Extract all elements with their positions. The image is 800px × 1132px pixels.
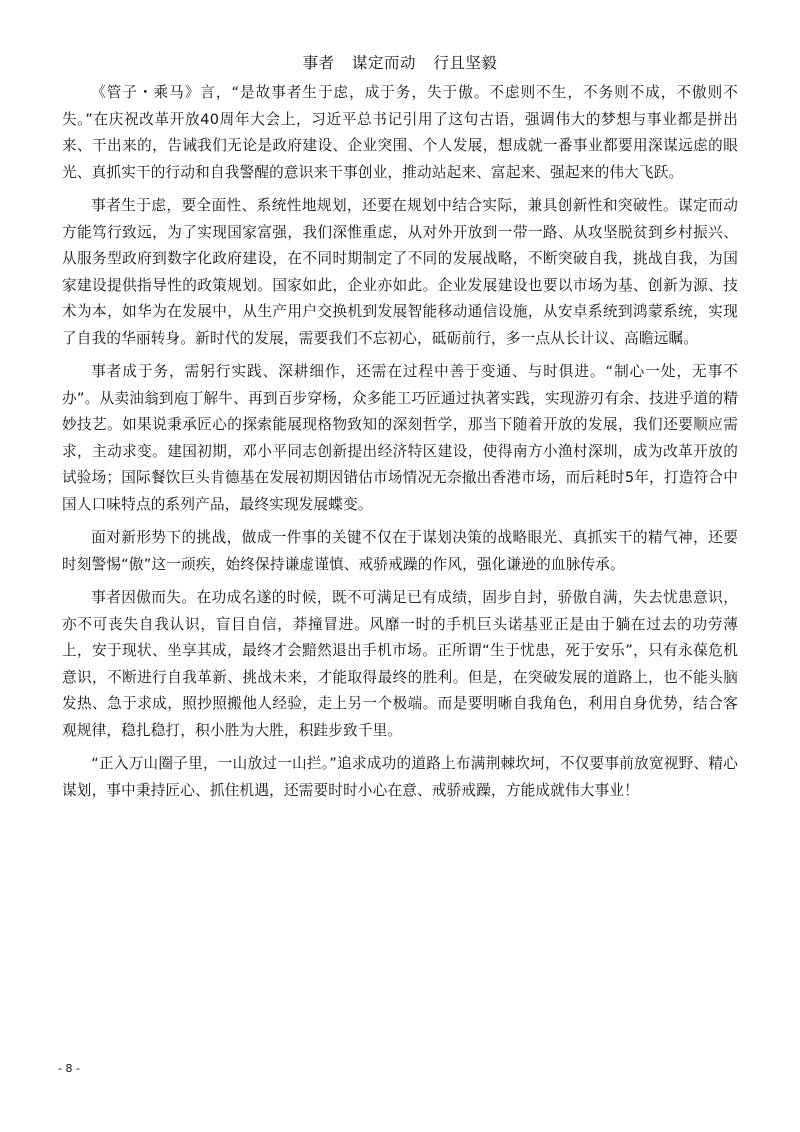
- paragraph-arrogance: 事者因傲而失。在功成名遂的时候，既不可满足已有成绩，固步自封，骄傲自满，失去忧患意识，亦不可丧失自我认识，盲目自信，莽撞冒进。风靡一时的手机巨头诺基亚正是由于躺在过去的功劳薄上，安于现状、坐享其成，最终才会黯然退出手机市场。正所谓“生于忧患，死于安乐”，只有永葆危机意识，不断进行自我革新、挑战未来，才能取得最终的胜利。但是，在突破发展的道路上，也不能头脑发热、急于求成，照抄照搬他人经验，走上另一个极端。而是要明晰自我角色，利用自身优势，结合客观规律，稳扎稳打，积小胜为大胜，积跬步致千里。: [62, 589, 738, 739]
- paragraph-intro: 《管子・乘马》言，“是故事者生于虑，成于务，失于傲。不虑则不生，不务则不成，不傲则不失。”在庆祝改革开放40周年大会上，习近平总书记引用了这句古语，强调伟大的梦想与事业都是拼出来、干出来的，告诫我们无论是政府建设、企业突围、个人发展，想成就一番事业都要用深谋远虑的眼光、真抓实干的行动和自我警醒的意识来干事创业，推动站起来、富起来、强起来的伟大飞跃。: [62, 84, 738, 181]
- document-title: 事者 谋定而动 行且坚毅: [302, 54, 498, 72]
- paragraph-practice: 事者成于务，需躬行实践、深耕细作，还需在过程中善于变通、与时俱进。“制心一处，无事不办”。从卖油翁到庖丁解牛、再到百步穿杨，众多能工巧匠通过执著实践，实现游刃有余、技进乎道的精妙技艺。如果说秉承匠心的探索能展现格物致知的深刻哲学，那当下随着开放的发展，我们还要顺应需求，主动求变。建国初期，邓小平同志创新提出经济特区建设，使得南方小渔村深圳，成为改革开放的试验场；国际餐饮巨头肯德基在发展初期因错估市场情况无奈撤出香港市场，而后耗时5年，打造符合中国人口味特点的系列产品，最终实现发展蝶变。: [62, 363, 738, 513]
- document-page: [62, 52, 738, 811]
- paragraph-conclusion: “正入万山圈子里，一山放过一山拦。”追求成功的道路上布满荆棘坎坷，不仅要事前放宽视野、精心谋划，事中秉持匠心、抓住机遇，还需要时时小心在意、戒骄戒躁，方能成就伟大事业！: [62, 755, 738, 799]
- paragraph-challenge: 面对新形势下的挑战，做成一件事的关键不仅在于谋划决策的战略眼光、真抓实干的精气神，还要时刻警惕“傲”这一顽疾，始终保持谦虚谨慎、戒骄戒躁的作风，强化谦逊的血脉传承。: [62, 529, 738, 573]
- page-number: - 8 -: [58, 1062, 80, 1075]
- paragraph-planning: 事者生于虑，要全面性、系统性地规划，还要在规划中结合实际，兼具创新性和突破性。谋定而动方能笃行致远，为了实现国家富强，我们深惟重虑，从对外开放到一带一路、从攻坚脱贫到乡村振兴、从服务型政府到数字化政府建设，在不同时期制定了不同的发展战略，不断突破自我，挑战自我，为国家建设提供指导性的政策规划。国家如此，企业亦如此。企业发展建设也要以市场为基、创新为源、技术为本，如华为在发展中，从生产用户交换机到发展智能移动通信设施，从安卓系统到鸿蒙系统，实现了自我的华丽转身。新时代的发展，需要我们不忘初心，砥砺前行，多一点从长计议、高瞻远瞩。: [62, 197, 738, 347]
